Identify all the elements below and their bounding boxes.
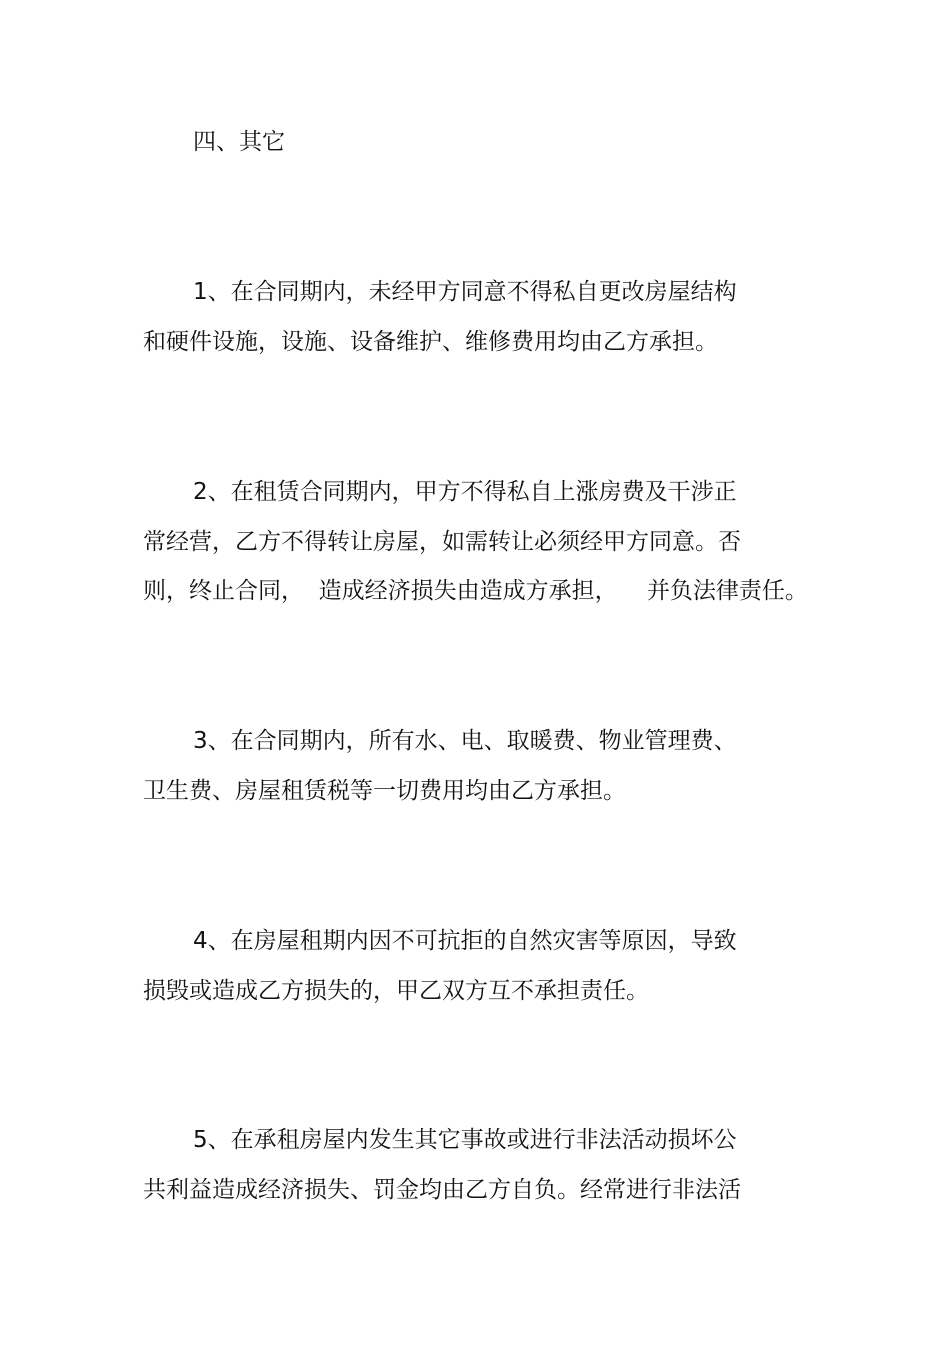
clause-3-line-1: 3、在合同期内，所有水、电、取暖费、物业管理费、	[193, 728, 737, 754]
clause-4-line-2: 损毁或造成乙方损失的，甲乙双方互不承担责任。	[143, 978, 649, 1004]
clause-1-line-2: 和硬件设施，设施、设备维护、维修费用均由乙方承担。	[143, 329, 718, 355]
clause-5-line-1: 5、在承租房屋内发生其它事故或进行非法活动损坏公	[193, 1127, 737, 1153]
clause-4-line-1: 4、在房屋租期内因不可抗拒的自然灾害等原因，导致	[193, 928, 737, 954]
clause-1-line-1: 1、在合同期内，未经甲方同意不得私自更改房屋结构	[193, 279, 737, 305]
clause-2-line-3: 则，终止合同， 造成经济损失由造成方承担， 并负法律责任。	[143, 578, 808, 604]
clause-3-line-2: 卫生费、房屋租赁税等一切费用均由乙方承担。	[143, 778, 626, 804]
section-heading: 四、其它	[193, 129, 285, 155]
clause-5-line-2: 共利益造成经济损失、罚金均由乙方自负。经常进行非法活	[143, 1177, 741, 1203]
clause-2-line-2: 常经营，乙方不得转让房屋，如需转让必须经甲方同意。否	[143, 529, 741, 555]
clause-2-line-1: 2、在租赁合同期内，甲方不得私自上涨房费及干涉正	[193, 479, 737, 505]
